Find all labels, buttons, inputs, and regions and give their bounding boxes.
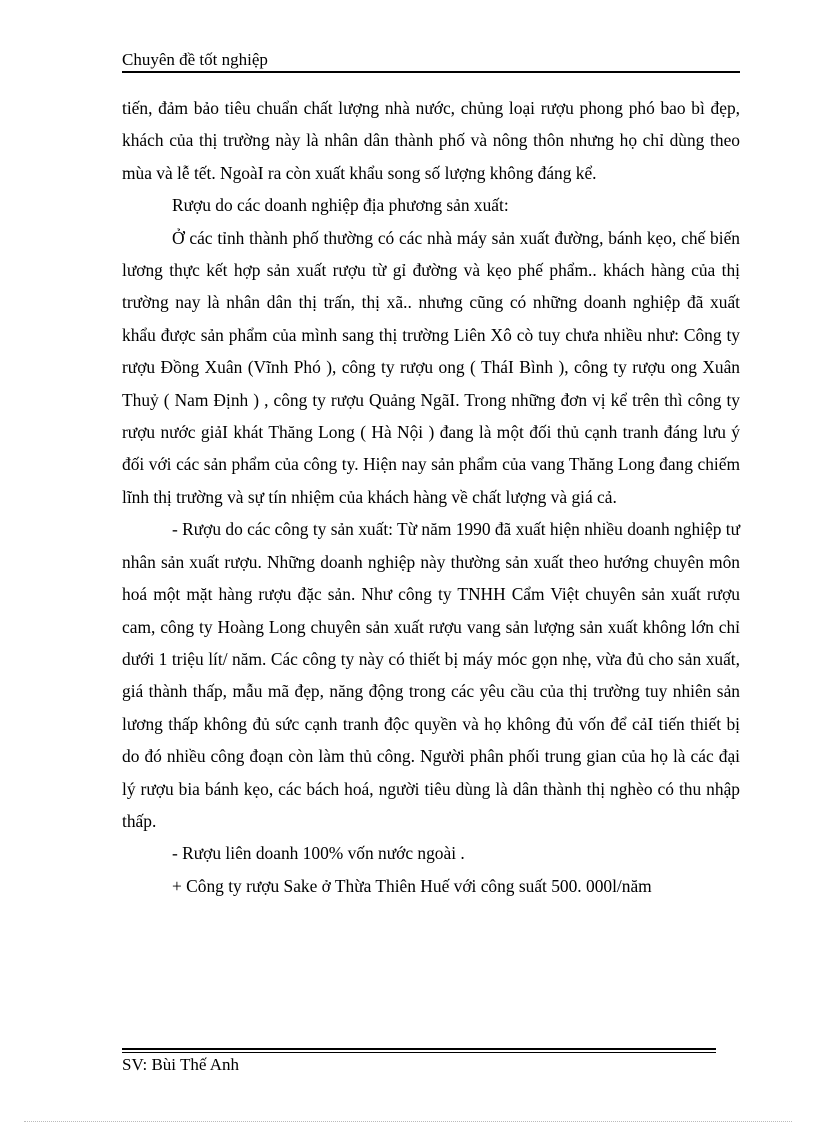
paragraph-local-enterprises-heading: Rượu do các doanh nghiệp địa phương sản xuất: — [172, 195, 509, 216]
paragraph-local-enterprises: Ở các tỉnh thành phố thường có các nhà máy sản xuất đường, bánh kẹo, chế biến lương thực kết hợp sản xuất rượu từ gỉ đường và kẹo phế phẩm.. khách hàng của thị trường nay là nhân dân thị trấn, thị xã.. nhưng cũng có những doanh nghiệp đã xuất khẩu được sản phẩm của mình sang thị trường Liên Xô cò tuy chưa nhiều như: Công ty rượu Đồng Xuân (Vĩnh Phó ), công ty rượu ong ( TháI Bình ), công ty rượu ong Xuân Thuỷ ( Nam Định ) , công ty rượu Quảng NgãI. Trong những đơn vị kể trên thì công ty rượu nước giảI khát Thăng Long ( Hà Nội ) đang là một đối thủ cạnh tranh đáng lưu ý đối với các sản phẩm của công ty. Hiện nay sản phẩm của vang Thăng Long đang chiếm lĩnh thị trường và sự tín nhiệm của khách hàng về chất lượng và giá cả. — [122, 227, 740, 507]
footer-rule-bottom — [122, 1052, 716, 1053]
paragraph-sake-company: + Công ty rượu Sake ở Thừa Thiên Huế với công suất 500. 000l/năm — [172, 875, 652, 896]
document-body — [122, 92, 740, 902]
header-rule — [122, 71, 740, 73]
paragraph-continuation: tiến, đảm bảo tiêu chuẩn chất lượng nhà nước, chủng loại rượu phong phó bao bì đẹp, khách của thị trường này là nhân dân thành phố và nông thôn nhưng họ chỉ dùng theo mùa và lễ tết. NgoàI ra còn xuất khẩu song số lượng không đáng kể. — [122, 98, 740, 183]
page-header — [122, 50, 740, 74]
header-title: Chuyên đề tốt nghiệp — [122, 50, 268, 69]
paragraph-joint-venture: - Rượu liên doanh 100% vốn nước ngoài . — [172, 843, 465, 864]
page-edge-dotted-line — [24, 1121, 792, 1122]
paragraph-private-companies: - Rượu do các công ty sản xuất: Từ năm 1990 đã xuất hiện nhiều doanh nghiệp tư nhân sản xuất rượu. Những doanh nghiệp này thường sản xuất theo hướng chuyên môn hoá một mặt hàng rượu đặc sản. Như công ty TNHH Cẩm Việt chuyên sản xuất rượu cam, công ty Hoàng Long chuyên sản xuất rượu vang sản lượng sản xuất không lớn chỉ dưới 1 triệu lít/ năm. Các công ty này có thiết bị máy móc gọn nhẹ, vừa đủ cho sản xuất, giá thành thấp, mẫu mã đẹp, năng động trong các yêu cầu của thị trường tuy nhiên sản lương thấp không đủ sức cạnh tranh độc quyền và họ không đủ vốn để cảI tiến thiết bị do đó nhiều công đoạn còn làm thủ công. Người phân phối trung gian của họ là các đại lý rượu bia bánh kẹo, các bách hoá, người tiêu dùng là dân thành thị nghèo có thu nhập thấp. — [122, 519, 740, 831]
footer-author: SV: Bùi Thế Anh — [122, 1055, 239, 1074]
footer-rule-top — [122, 1048, 716, 1050]
